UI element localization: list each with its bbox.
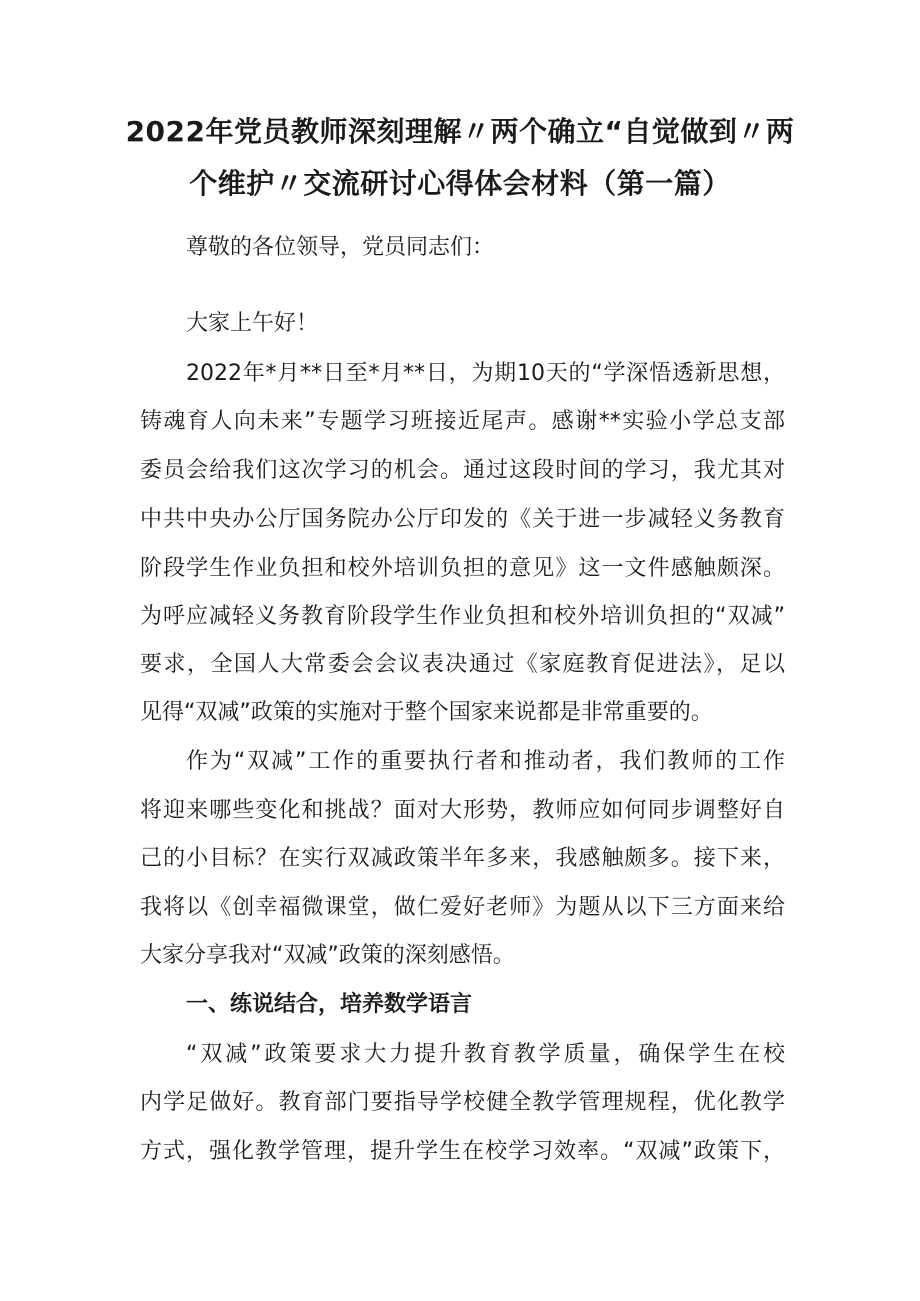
paragraph-2-line: 大家分享我对“双减”政策的深刻感悟。	[140, 943, 515, 968]
paragraph-1-line: 铸魂育人向未来”专题学习班接近尾声。感谢**实验小学总支部	[140, 409, 785, 434]
paragraph-1-line: 要求，全国人大常委会会议表决通过《家庭教育促进法》，足以	[140, 652, 785, 677]
paragraph-1-line: 2022年*月**日至*月**日，为期10天的“学深悟透新思想，	[186, 361, 785, 386]
paragraph-1-line: 见得“双减”政策的实施对于整个国家来说都是非常重要的。	[140, 700, 713, 725]
paragraph-2-line: 将迎来哪些变化和挑战？面对大形势，教师应如何同步调整好自	[140, 798, 785, 823]
paragraph-3-line: “双减”政策要求大力提升教育教学质量，确保学生在校	[186, 1042, 785, 1067]
paragraph-1-line: 为呼应减轻义务教育阶段学生作业负担和校外培训负担的“双减”	[140, 604, 785, 629]
paragraph-1-line: 委员会给我们这次学习的机会。通过这段时间的学习，我尤其对	[140, 458, 785, 483]
paragraph-2-line: 我将以《创幸福微课堂，做仁爱好老师》为题从以下三方面来给	[140, 895, 785, 920]
paragraph-2-line: 己的小目标？在实行双减政策半年多来，我感触颇多。接下来，	[140, 846, 785, 871]
paragraph-3-line: 内学足做好。教育部门要指导学校健全教学管理规程，优化教学	[140, 1090, 785, 1115]
title-line-2: 个维护〃交流研讨心得体会材料（第一篇）	[189, 167, 731, 200]
section-heading: 一、练说结合，培养数学语言	[186, 992, 473, 1017]
greeting: 大家上午好！	[186, 311, 319, 336]
paragraph-1-line: 阶段学生作业负担和校外培训负担的意见》这一文件感触颇深。	[140, 556, 785, 581]
paragraph-1-line: 中共中央办公厅国务院办公厅印发的《关于进一步减轻义务教育	[140, 507, 785, 532]
paragraph-2-line: 作为“双减”工作的重要执行者和推动者，我们教师的工作	[186, 749, 785, 774]
title-line-1: 2022年党员教师深刻理解〃两个确立“自觉做到〃两	[125, 115, 795, 148]
salutation: 尊敬的各位领导，党员同志们：	[186, 235, 495, 260]
paragraph-3-line: 方式，强化教学管理，提升学生在校学习效率。“双减”政策下，	[140, 1139, 785, 1164]
